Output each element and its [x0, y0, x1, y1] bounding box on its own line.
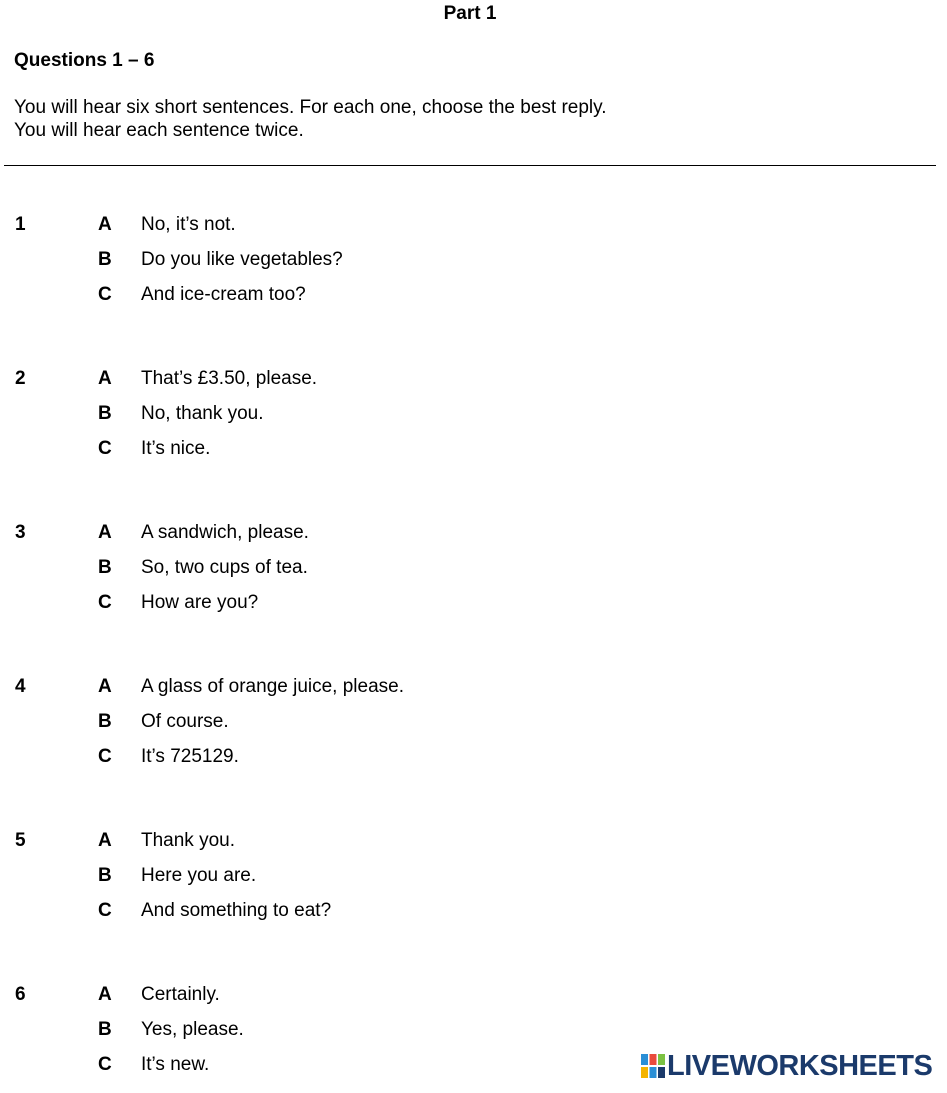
questions-heading: Questions 1 – 6	[14, 50, 155, 71]
instruction-line-1: You will hear six short sentences. For each one, choose the best reply.	[14, 97, 607, 118]
part-title: Part 1	[443, 3, 497, 24]
question-number: 3	[15, 522, 26, 543]
option-text: Certainly.	[141, 984, 220, 1005]
option-letter: C	[98, 284, 112, 305]
option-letter: A	[98, 368, 112, 389]
option-text: No, thank you.	[141, 403, 264, 424]
option-text: And something to eat?	[141, 900, 332, 921]
liveworksheets-logo-icon	[641, 1054, 665, 1078]
option-letter: B	[98, 249, 112, 270]
option-letter: A	[98, 676, 112, 697]
question-1	[0, 213, 940, 323]
section-divider	[4, 165, 936, 166]
option-text: That’s £3.50, please.	[141, 368, 318, 389]
logo-text: LIVEWORKSHEETS	[667, 1050, 933, 1082]
option-letter: A	[98, 522, 112, 543]
question-number: 4	[15, 676, 26, 697]
option-letter: A	[98, 984, 112, 1005]
question-number: 5	[15, 830, 26, 851]
liveworksheets-logo	[641, 1051, 932, 1081]
instructions	[14, 96, 607, 142]
option-text: Here you are.	[141, 865, 257, 886]
option-letter: C	[98, 746, 112, 767]
question-4	[0, 675, 940, 785]
option-letter: B	[98, 557, 112, 578]
option-letter: C	[98, 592, 112, 613]
option-text: A glass of orange juice, please.	[141, 676, 405, 697]
option-text: No, it’s not.	[141, 214, 236, 235]
instruction-line-2: You will hear each sentence twice.	[14, 120, 304, 141]
option-text: It’s nice.	[141, 438, 211, 459]
option-letter: B	[98, 711, 112, 732]
option-letter: C	[98, 1054, 112, 1075]
option-text: Do you like vegetables?	[141, 249, 343, 270]
question-number: 6	[15, 984, 26, 1005]
question-3	[0, 521, 940, 631]
option-text: Yes, please.	[141, 1019, 244, 1040]
question-number: 2	[15, 368, 26, 389]
option-text: Thank you.	[141, 830, 235, 851]
option-letter: B	[98, 865, 112, 886]
option-letter: A	[98, 214, 112, 235]
option-text: Of course.	[141, 711, 229, 732]
option-letter: C	[98, 438, 112, 459]
option-text: How are you?	[141, 592, 259, 613]
question-number: 1	[15, 214, 26, 235]
option-letter: B	[98, 1019, 112, 1040]
option-text: A sandwich, please.	[141, 522, 309, 543]
question-5	[0, 829, 940, 939]
option-letter: C	[98, 900, 112, 921]
option-letter: B	[98, 403, 112, 424]
option-text: And ice-cream too?	[141, 284, 306, 305]
option-text: It’s new.	[141, 1054, 210, 1075]
option-text: It’s 725129.	[141, 746, 239, 767]
option-text: So, two cups of tea.	[141, 557, 308, 578]
option-letter: A	[98, 830, 112, 851]
question-2	[0, 367, 940, 477]
